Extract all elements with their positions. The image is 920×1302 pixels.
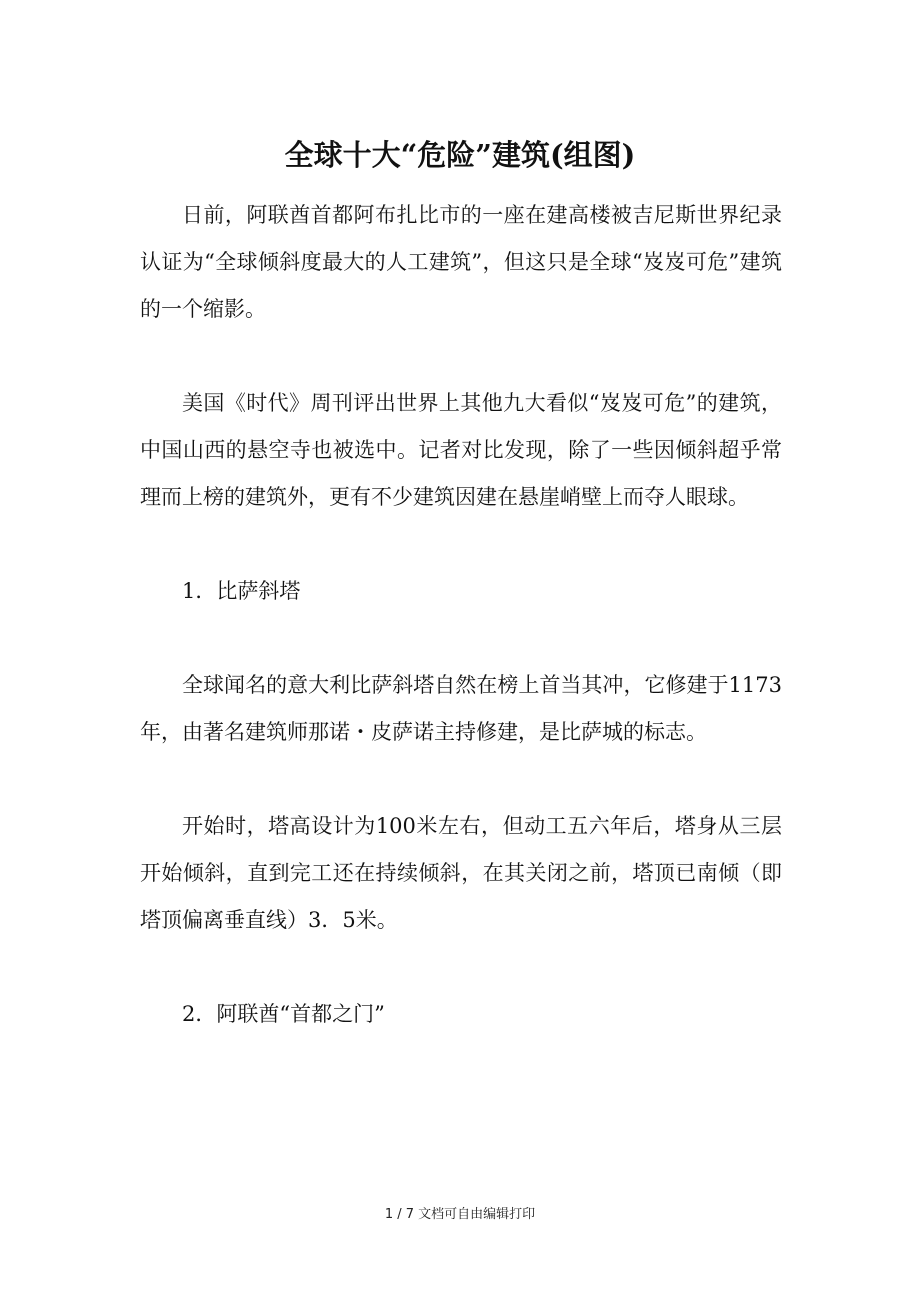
paragraph: 日前，阿联酋首都阿布扎比市的一座在建高楼被吉尼斯世界纪录认证为“全球倾斜度最大的人工建筑”，但这只是全球“岌岌可危”建筑的一个缩影。 [140, 203, 782, 321]
paragraph: 全球闻名的意大利比萨斜塔自然在榜上首当其冲，它修建于1173年，由著名建筑师那诺・皮萨诺主持修建，是比萨城的标志。 [140, 673, 782, 744]
document-body [140, 192, 782, 1085]
page-footer: 1 / 7 文档可自由编辑打印 [384, 1207, 536, 1222]
paragraph: 美国《时代》周刊评出世界上其他九大看似“岌岌可危”的建筑，中国山西的悬空寺也被选中。记者对比发现，除了一些因倾斜超乎常理而上榜的建筑外，更有不少建筑因建在悬崖峭壁上而夺人眼球。 [140, 391, 782, 509]
section-heading: 1．比萨斜塔 [182, 579, 301, 603]
paragraph: 开始时，塔高设计为100米左右，但动工五六年后，塔身从三层开始倾斜，直到完工还在持续倾斜，在其关闭之前，塔顶已南倾（即塔顶偏离垂直线）3．5米。 [140, 814, 782, 932]
document-title: 全球十大“危险”建筑(组图) [284, 138, 636, 172]
section-heading: 2．阿联酋“首都之门” [182, 1002, 385, 1026]
